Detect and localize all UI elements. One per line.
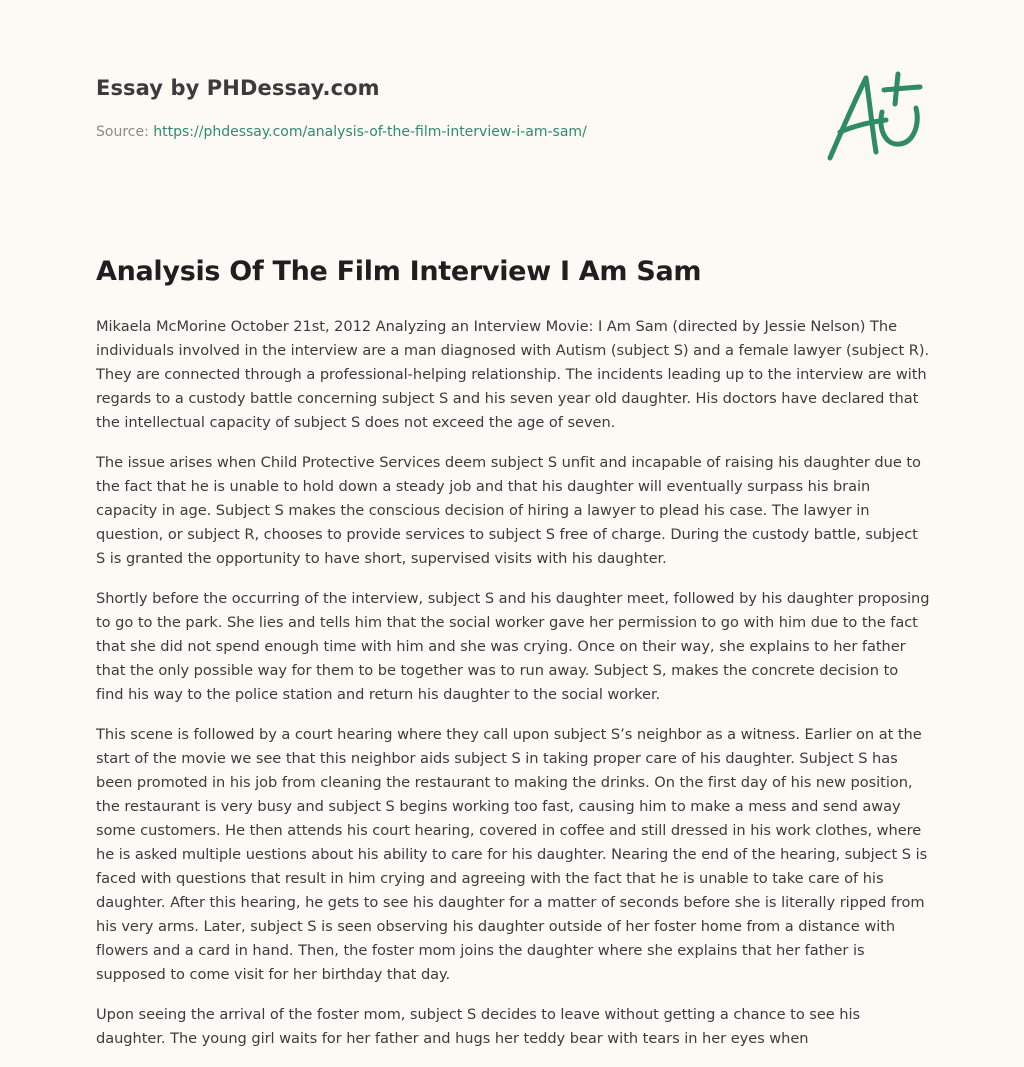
essay-paragraph: The issue arises when Child Protective Services deem subject S unfit and incapable of raising his daughter due to the fact that he is unable to hold down a steady job and that his daughter will eventually surpass his brain capacity in age. Subject S makes the conscious decision of hiring a lawyer to plead his case. The lawyer in question, or subject R, chooses to provide services to subject S free of charge. During the custody battle, subject S is granted the opportunity to have short, supervised visits with his daughter. (96, 454, 921, 567)
page-header (96, 76, 796, 140)
source-link[interactable]: https://phdessay.com/analysis-of-the-film-interview-i-am-sam/ (153, 124, 587, 140)
source-line (96, 124, 796, 140)
essay-paragraph: This scene is followed by a court hearing where they call upon subject S’s neighbor as a witness. Earlier on at the start of the movie we see that this neighbor aids subject S in taking proper care of his daughter. Subject S has been promoted in his job from cleaning the restaurant to making the drinks. On the first day of his new position, the restaurant is very busy and subject S begins working too fast, causing him to make a mess and send away some customers. He then attends his court hearing, covered in coffee and still dressed in his work clothes, where he is asked multiple uestions about his ability to care for his daughter. Nearing the end of the hearing, subject S is faced with questions that result in him crying and agreeing with the fact that he is unable to take care of his daughter. After this hearing, he gets to see his daughter for a matter of seconds before she is literally ripped from his very arms. Later, subject S is seen observing his daughter outside of her foster home from a distance with flowers and a card in hand. Then, the foster mom joins the daughter where she explains that her father is supposed to come visit for her birthday that day. (96, 726, 928, 983)
essay-title: Analysis Of The Film Interview I Am Sam (96, 256, 702, 287)
site-brand: Essay by PHDessay.com (96, 76, 380, 100)
a-plus-logo-icon (820, 68, 930, 164)
essay-paragraph: Upon seeing the arrival of the foster mom, subject S decides to leave without getting a chance to see his daughter. The young girl waits for her father and hugs her teddy bear with tears in her eyes when (96, 1006, 861, 1047)
essay-paragraph: Mikaela McMorine October 21st, 2012 Analyzing an Interview Movie: I Am Sam (directed by Jessie Nelson) The individuals involved in the interview are a man diagnosed with Autism (subject S) and a female lawyer (subject R). They are connected through a professional-helping relationship. The incidents leading up to the interview are with regards to a custody battle concerning subject S and his seven year old daughter. His doctors have declared that the intellectual capacity of subject S does not exceed the age of seven. (96, 318, 930, 431)
source-label: Source: (96, 124, 149, 140)
essay-body (96, 315, 930, 1067)
essay-paragraph: Shortly before the occurring of the interview, subject S and his daughter meet, followed by his daughter proposing to go to the park. She lies and tells him that the social worker gave her permission to go with him due to the fact that she did not spend enough time with him and she was crying. Once on their way, she explains to her father that the only possible way for them to be together was to run away. Subject S, makes the concrete decision to find his way to the police station and return his daughter to the social worker. (96, 590, 930, 703)
